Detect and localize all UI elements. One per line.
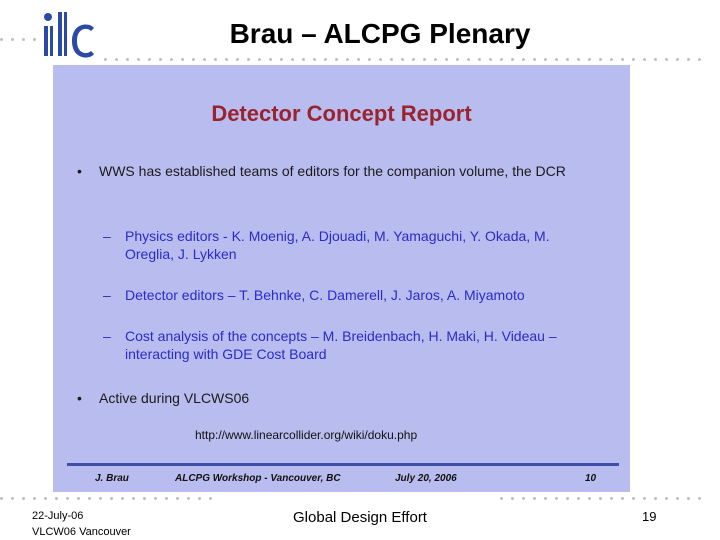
bullet-detector-editors (103, 286, 595, 304)
bullet-active-vlcws06 (77, 389, 619, 407)
wiki-url: http://www.linearcollider.org/wiki/doku.php (195, 428, 418, 442)
footer-dots-right (500, 497, 701, 500)
bullet-text: Cost analysis of the concepts – M. Breidenbach, H. Maki, H. Videau – interacting with GDE Cost Board (125, 328, 557, 362)
bullet-text: Active during VLCWS06 (99, 390, 250, 406)
bullet-marker: – (103, 228, 111, 244)
header-dots-right (104, 58, 701, 61)
bullet-physics-editors (103, 227, 595, 263)
bullet-cost-analysis (103, 327, 595, 363)
slide-footer-page: 10 (585, 473, 597, 484)
embedded-slide (53, 65, 630, 492)
slide-footer-date: July 20, 2006 (395, 473, 457, 484)
bullet-marker: – (103, 328, 111, 344)
bullet-text: WWS has established teams of editors for the companion volume, the DCR (99, 163, 566, 179)
footer-center-text: Global Design Effort (293, 509, 427, 526)
bullet-marker: • (77, 163, 82, 179)
footer-page-number: 19 (642, 509, 657, 524)
bullet-marker: – (103, 287, 111, 303)
footer-venue: VLCW06 Vancouver (32, 526, 131, 538)
bullet-marker: • (77, 390, 82, 406)
page-title: Brau – ALCPG Plenary (229, 18, 531, 49)
slide-title: Detector Concept Report (211, 101, 472, 126)
footer-dots-left (0, 497, 212, 500)
slide-footer-rule (67, 463, 619, 466)
bullet-wws-editors (77, 162, 619, 180)
bullet-text: Detector editors – T. Behnke, C. Damerell, J. Jaros, A. Miyamoto (125, 287, 525, 303)
slide-footer-event: ALCPG Workshop - Vancouver, BC (175, 473, 341, 484)
slide-footer-author: J. Brau (95, 473, 129, 484)
bullet-text: Physics editors - K. Moenig, A. Djouadi, M. Yamaguchi, Y. Okada, M. Oreglia, J. Lykken (125, 228, 550, 262)
footer-date: 22-July-06 (32, 510, 84, 522)
